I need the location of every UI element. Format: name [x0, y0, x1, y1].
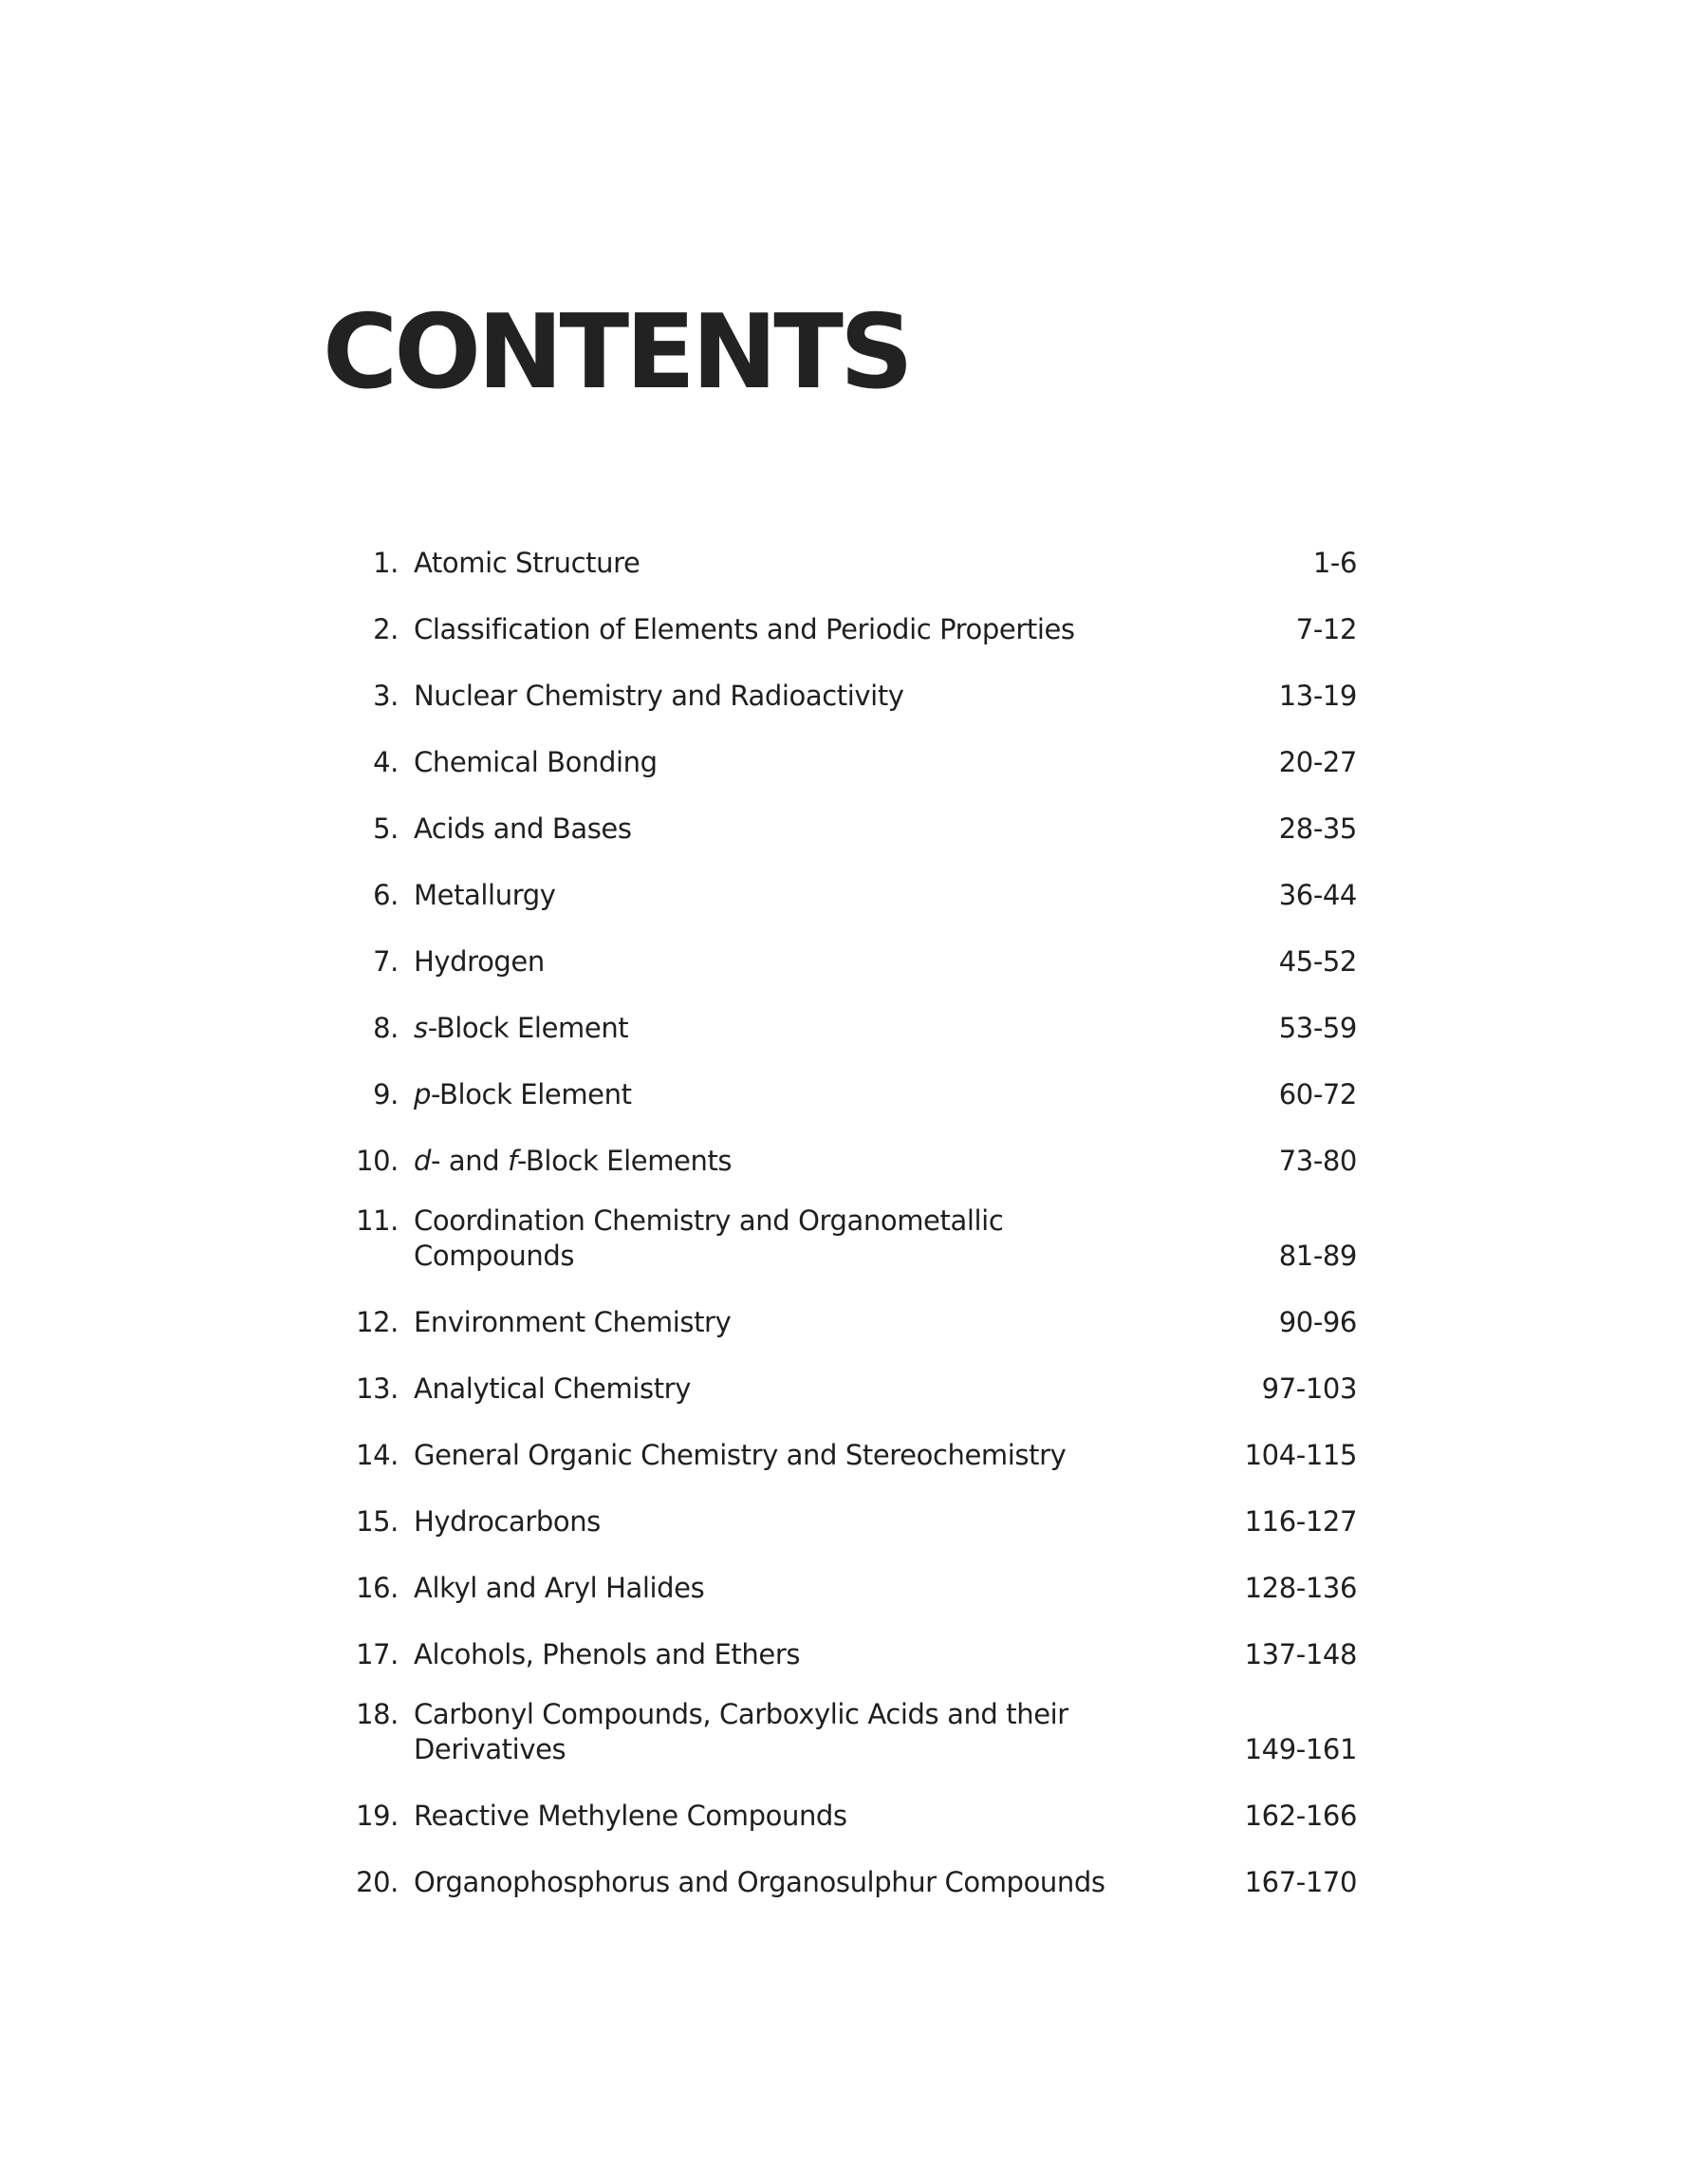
toc-entry-title [414, 1011, 1224, 1046]
toc-entry-3[interactable] [342, 672, 1357, 714]
toc-entry-title: Alkyl and Aryl Halides [414, 1572, 705, 1604]
toc-entry-pages: 13-19 [1278, 680, 1357, 712]
toc-entry-8[interactable] [342, 1004, 1357, 1046]
toc-entry-number: 13. [356, 1372, 399, 1405]
toc-entry-title: Metallurgy [414, 879, 556, 911]
italic-block-letter: s [414, 1012, 428, 1044]
toc-entry-title: General Organic Chemistry and Stereochemistry [414, 1439, 1067, 1471]
toc-entry-pages: 167-170 [1244, 1866, 1357, 1898]
toc-entry-number: 2. [373, 613, 399, 645]
italic-block-letter: d [414, 1145, 432, 1177]
toc-entry-number: 15. [356, 1505, 399, 1538]
toc-entry-15[interactable] [342, 1498, 1357, 1539]
toc-entry-title: Atomic Structure [414, 547, 640, 579]
toc-entry-title: Carbonyl Compounds, Carboxylic Acids and their Derivatives [414, 1698, 1068, 1765]
toc-entry-number: 5. [373, 812, 399, 845]
toc-entry-title: Organophosphorus and Organosulphur Compounds [414, 1866, 1105, 1898]
toc-entry-pages: 128-136 [1244, 1572, 1357, 1604]
toc-entry-number: 16. [356, 1572, 399, 1604]
toc-entry-pages: 73-80 [1278, 1145, 1357, 1177]
toc-entry-number: 10. [356, 1145, 399, 1177]
toc-entry-9[interactable] [342, 1071, 1357, 1112]
toc-entry-title: Classification of Elements and Periodic Properties [414, 613, 1075, 645]
italic-block-letter: p [414, 1078, 432, 1110]
toc-entry-title-rest: -Block Element [431, 1078, 632, 1110]
toc-entry-number: 7. [373, 945, 399, 978]
toc-entry-number: 3. [373, 680, 399, 712]
toc-entry-pages: 28-35 [1278, 812, 1357, 845]
toc-entry-pages: 36-44 [1278, 879, 1357, 911]
toc-entry-16[interactable] [342, 1564, 1357, 1606]
toc-entry-title [414, 1144, 1224, 1179]
toc-entry-number: 4. [373, 746, 399, 778]
toc-entry-title: Environment Chemistry [414, 1306, 732, 1338]
toc-entry-title: Reactive Methylene Compounds [414, 1800, 847, 1832]
toc-entry-title: Coordination Chemistry and Organometallic Compounds [414, 1204, 1004, 1272]
toc-entry-title: Hydrogen [414, 945, 545, 978]
toc-entry-number: 20. [356, 1866, 399, 1898]
toc-entry-17[interactable] [342, 1631, 1357, 1672]
toc-entry-pages: 162-166 [1244, 1800, 1357, 1832]
toc-entry-title: Acids and Bases [414, 812, 632, 845]
toc-entry-pages: 104-115 [1244, 1439, 1357, 1471]
toc-entry-pages: 81-89 [1278, 1240, 1357, 1272]
toc-entry-pages: 1-6 [1312, 547, 1357, 579]
toc-entry-title: Hydrocarbons [414, 1505, 601, 1538]
toc-entry-pages: 7-12 [1295, 613, 1357, 645]
toc-entry-pages: 60-72 [1278, 1078, 1357, 1110]
toc-entry-title-rest: -Block Element [427, 1012, 629, 1044]
page-title: CONTENTS [323, 293, 910, 412]
toc-entry-number: 11. [356, 1204, 399, 1237]
toc-entry-14[interactable] [342, 1431, 1357, 1473]
toc-entry-pages: 53-59 [1278, 1012, 1357, 1044]
toc-entry-12[interactable] [342, 1298, 1357, 1340]
toc-entry-number: 9. [373, 1078, 399, 1110]
toc-entry-title: Chemical Bonding [414, 746, 658, 778]
toc-entry-pages: 149-161 [1244, 1733, 1357, 1765]
toc-entry-number: 19. [356, 1800, 399, 1832]
toc-entry-title: Analytical Chemistry [414, 1372, 691, 1405]
toc-entry-number: 12. [356, 1306, 399, 1338]
toc-entry-number: 8. [373, 1012, 399, 1044]
toc-entry-pages: 97-103 [1261, 1372, 1357, 1405]
toc-entry-pages: 45-52 [1278, 945, 1357, 978]
toc-entry-title [414, 1077, 1224, 1112]
toc-entry-title: Nuclear Chemistry and Radioactivity [414, 680, 904, 712]
table-of-contents [342, 539, 1357, 1925]
toc-entry-13[interactable] [342, 1365, 1357, 1407]
toc-entry-pages: 116-127 [1244, 1505, 1357, 1538]
toc-entry-4[interactable] [342, 738, 1357, 780]
toc-entry-7[interactable] [342, 938, 1357, 980]
italic-block-letter: f [508, 1145, 517, 1177]
toc-entry-1[interactable] [342, 539, 1357, 581]
toc-entry-6[interactable] [342, 871, 1357, 913]
toc-entry-18[interactable] [342, 1697, 1357, 1767]
toc-entry-pages: 90-96 [1278, 1306, 1357, 1338]
toc-entry-number: 1. [373, 547, 399, 579]
toc-entry-11[interactable] [342, 1203, 1357, 1274]
toc-entry-title-rest: -Block Elements [516, 1145, 733, 1177]
toc-entry-10[interactable] [342, 1137, 1357, 1179]
toc-entry-20[interactable] [342, 1858, 1357, 1900]
toc-entry-number: 18. [356, 1698, 399, 1730]
toc-entry-19[interactable] [342, 1792, 1357, 1834]
toc-entry-number: 17. [356, 1638, 399, 1670]
toc-entry-title-mid: - and [431, 1145, 509, 1177]
toc-entry-5[interactable] [342, 805, 1357, 847]
toc-entry-number: 14. [356, 1439, 399, 1471]
toc-entry-pages: 20-27 [1278, 746, 1357, 778]
toc-entry-pages: 137-148 [1244, 1638, 1357, 1670]
toc-entry-title: Alcohols, Phenols and Ethers [414, 1638, 801, 1670]
toc-entry-2[interactable] [342, 606, 1357, 647]
toc-entry-number: 6. [373, 879, 399, 911]
